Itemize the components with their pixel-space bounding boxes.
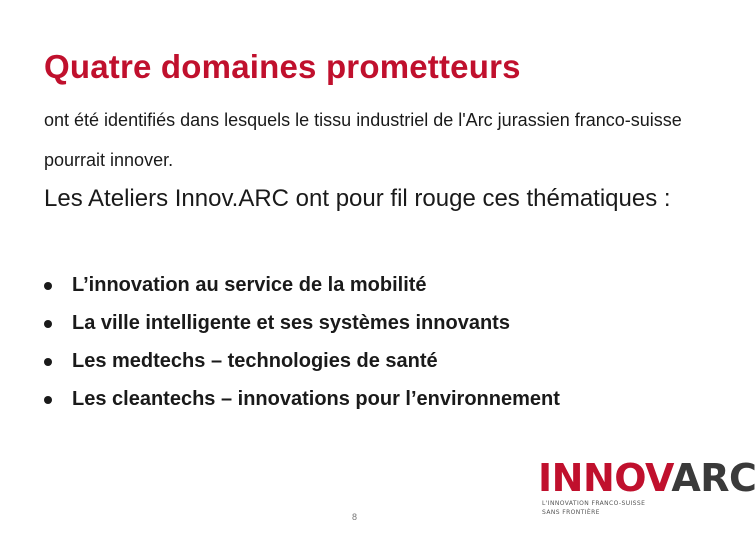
theme-label: La ville intelligente et ses systèmes innovants [72,312,510,334]
logo-word-innov: INNOV [538,456,672,500]
logo-tagline-1: L'INNOVATION FRANCO-SUISSE [542,500,646,507]
theme-item-mobility [44,270,664,300]
slide-title: Quatre domaines prometteurs [44,48,521,85]
intro-text: ont été identifiés dans lesquels le tissu industriel de l'Arc jurassien franco-suisse pourrait innover. [44,110,682,170]
bullet-icon [44,358,52,366]
theme-label: Les medtechs – technologies de santé [72,350,438,372]
theme-list [44,270,664,422]
logo-tagline-2: SANS FRONTIÈRE [542,509,600,516]
page-number: 8 [352,512,358,522]
theme-item-medtechs [44,346,664,376]
bullet-icon [44,396,52,404]
innovarc-logo [538,456,756,528]
logo-wordmark [538,456,756,500]
theme-item-smart-city [44,308,664,338]
theme-label: Les cleantechs – innovations pour l’environnement [72,388,560,410]
bullet-icon [44,282,52,290]
bullet-icon [44,320,52,328]
logo-word-arc: ARC [671,456,756,500]
lead-text: Les Ateliers Innov.ARC ont pour fil rouge ces thématiques : [44,185,671,212]
theme-label: L’innovation au service de la mobilité [72,274,427,296]
theme-item-cleantechs [44,384,664,414]
